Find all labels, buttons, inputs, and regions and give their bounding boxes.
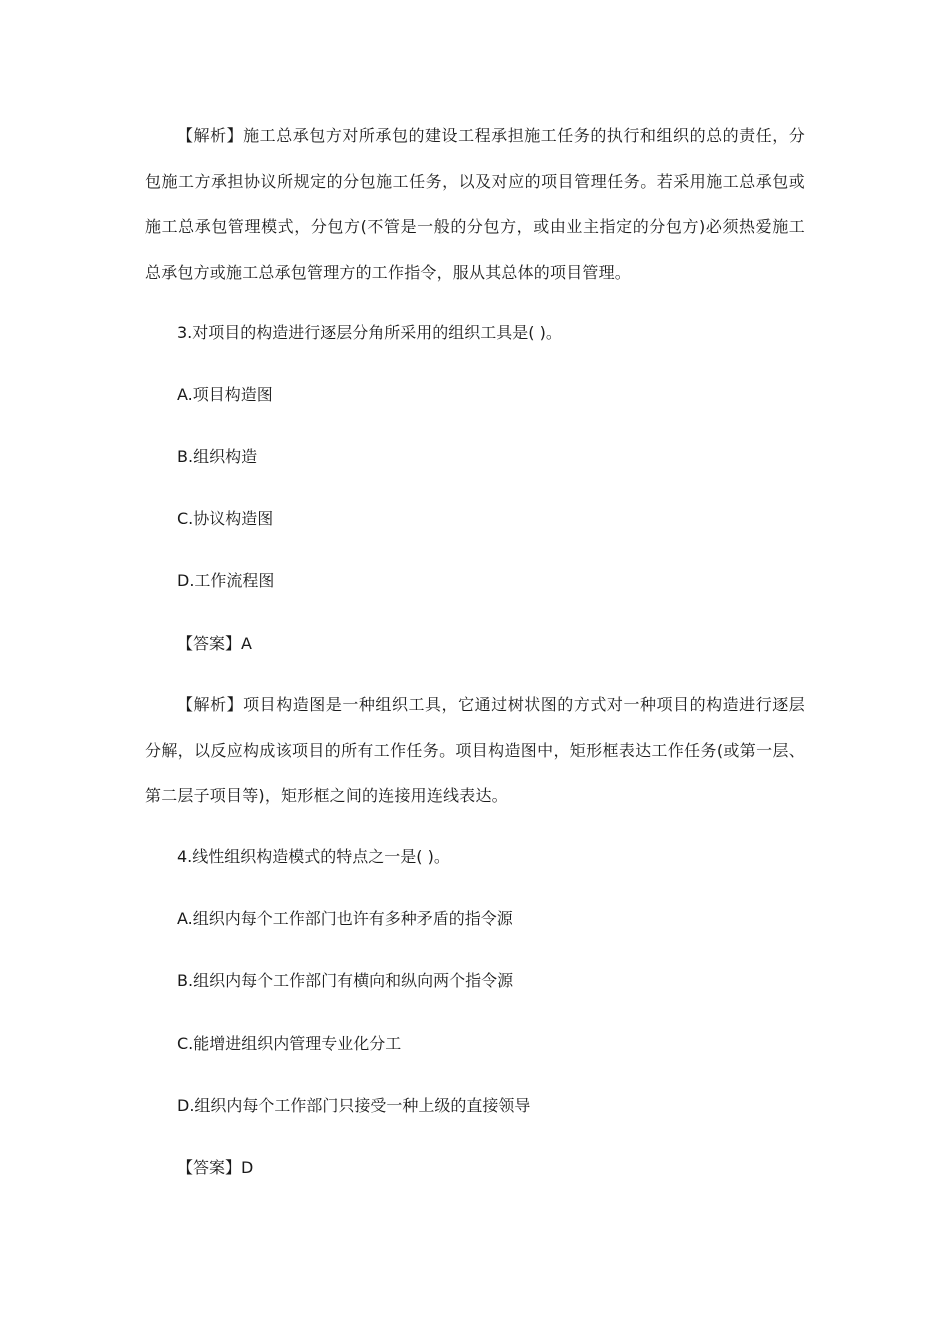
question-4: 4.线性组织构造模式的特点之一是( )。	[177, 847, 450, 866]
question-3: 3.对项目的构造进行逐层分角所采用的组织工具是( )。	[177, 323, 562, 342]
question-3-option-d: D.工作流程图	[177, 571, 275, 590]
question-4-answer: 【答案】D	[177, 1158, 254, 1177]
question-3-answer: 【答案】A	[177, 634, 252, 653]
question-3-option-c: C.协议构造图	[177, 509, 274, 528]
question-3-option-a: A.项目构造图	[177, 385, 273, 404]
question-3-option-b: B.组织构造	[177, 447, 258, 466]
question-4-option-b: B.组织内每个工作部门有横向和纵向两个指令源	[177, 971, 514, 990]
question-4-option-c: C.能增进组织内管理专业化分工	[177, 1034, 402, 1053]
question-4-option-d: D.组织内每个工作部门只接受一种上级的直接领导	[177, 1096, 531, 1115]
analysis-paragraph-1: 【解析】施工总承包方对所承包的建设工程承担施工任务的执行和组织的总的责任，分包施工方承担协议所规定的分包施工任务，以及对应的项目管理任务。若采用施工总承包或施工总承包管理模式，分包方(不管是一般的分包方，或由业主指定的分包方)必须热爱施工总承包方或施工总承包管理方的工作指令，服从其总体的项目管理。	[145, 126, 805, 282]
question-4-option-a: A.组织内每个工作部门也许有多种矛盾的指令源	[177, 909, 513, 928]
question-3-analysis: 【解析】项目构造图是一种组织工具，它通过树状图的方式对一种项目的构造进行逐层分解，以反应构成该项目的所有工作任务。项目构造图中，矩形框表达工作任务(或第一层、第二层子项目等)，矩形框之间的连接用连线表达。	[145, 695, 805, 805]
